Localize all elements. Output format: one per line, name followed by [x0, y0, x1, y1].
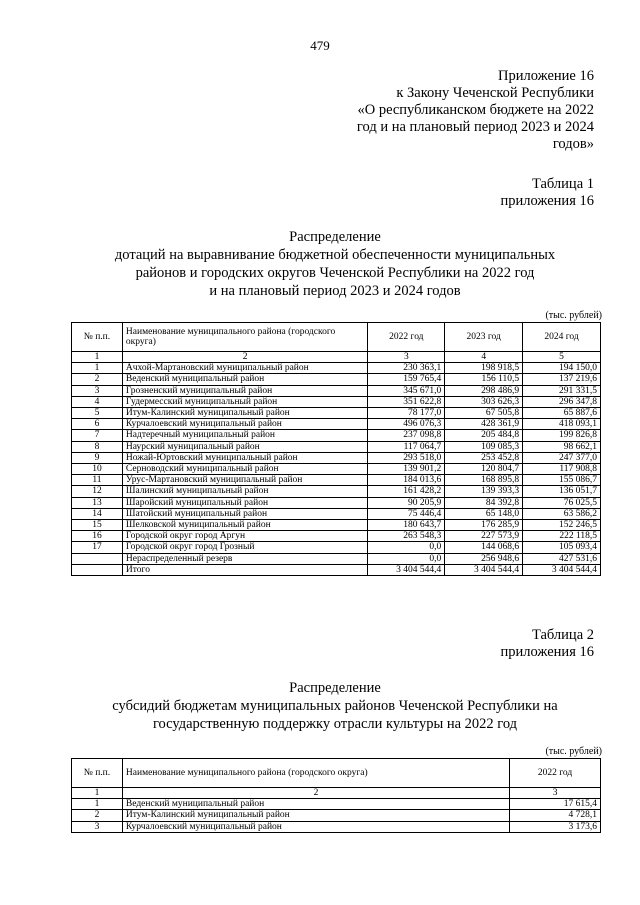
table2-title-line: субсидий бюджетам муниципальных районов Чеченской Республики на: [112, 698, 558, 714]
table-row: [72, 508, 601, 519]
municipality-name: Шелковской муниципальный район: [122, 520, 368, 531]
table-row: [72, 520, 601, 531]
municipality-name: Ачхой-Мартановский муниципальный район: [122, 363, 368, 374]
row-number: [72, 564, 123, 575]
value-2022: 351 622,8: [368, 396, 445, 407]
value-2022: 0,0: [368, 553, 445, 564]
row-number: 2: [72, 810, 123, 821]
municipality-name: Ножай-Юртовский муниципальный район: [122, 452, 368, 463]
value-2024: 105 093,4: [523, 542, 601, 553]
value-2022: 90 205,9: [368, 497, 445, 508]
page-number: 479: [310, 38, 330, 53]
row-number: 8: [72, 441, 123, 452]
value-2024: 427 531,6: [523, 553, 601, 564]
table-row: [72, 464, 601, 475]
municipality-name: Урус-Мартановский муниципальный район: [122, 475, 368, 486]
appendix-line: Приложение 16: [498, 68, 594, 84]
table-row: [72, 441, 601, 452]
value-2024: 76 025,5: [523, 497, 601, 508]
value-2024: 199 826,8: [523, 430, 601, 441]
value-2024: 291 331,5: [523, 385, 601, 396]
index-cell: 3: [510, 788, 601, 799]
value-2024: 296 347,8: [523, 396, 601, 407]
value-2024: 194 150,0: [523, 363, 601, 374]
row-number: 5: [72, 408, 123, 419]
index-cell: 4: [445, 352, 523, 363]
table2-ref-line: Таблица 2: [531, 627, 594, 643]
municipality-name: Шаройский муниципальный район: [122, 497, 368, 508]
row-number: 6: [72, 419, 123, 430]
table-row: [72, 564, 601, 575]
municipality-name: Итого: [122, 564, 368, 575]
value-2023: 253 452,8: [445, 452, 523, 463]
row-number: 11: [72, 475, 123, 486]
municipality-name: Городской округ город Аргун: [122, 531, 368, 542]
table-row: [72, 486, 601, 497]
table-row: [72, 821, 601, 832]
index-cell: 3: [368, 352, 445, 363]
header-2023: 2023 год: [445, 323, 523, 352]
row-number: 9: [72, 452, 123, 463]
value-2023: 205 484,8: [445, 430, 523, 441]
table-row: [72, 385, 601, 396]
value-2022: 4 728,1: [510, 810, 601, 821]
value-2022: 0,0: [368, 542, 445, 553]
municipality-name: Курчалоевский муниципальный район: [122, 419, 368, 430]
table1-header-row: [72, 323, 601, 352]
value-2024: 98 662,1: [523, 441, 601, 452]
row-number: 12: [72, 486, 123, 497]
value-2023: 168 895,8: [445, 475, 523, 486]
value-2022: 78 177,0: [368, 408, 445, 419]
appendix-line: годов»: [552, 136, 594, 152]
table-row: [72, 374, 601, 385]
table2-index-row: [72, 788, 601, 799]
municipality-name: Наурский муниципальный район: [122, 441, 368, 452]
index-cell: 2: [122, 352, 368, 363]
row-number: 13: [72, 497, 123, 508]
value-2023: 298 486,9: [445, 385, 523, 396]
appendix-line: к Закону Чеченской Республики: [396, 85, 594, 101]
row-number: 10: [72, 464, 123, 475]
table1-units: (тыс. рублей): [545, 310, 602, 321]
value-2023: 303 626,3: [445, 396, 523, 407]
table1-title: [70, 228, 600, 300]
municipality-name: Веденский муниципальный район: [122, 374, 368, 385]
value-2023: 176 285,9: [445, 520, 523, 531]
index-cell: 5: [523, 352, 601, 363]
municipality-name: Курчалоевский муниципальный район: [122, 821, 509, 832]
table1-reference: [501, 176, 594, 210]
value-2024: 155 086,7: [523, 475, 601, 486]
value-2022: 184 013,6: [368, 475, 445, 486]
table2-title: [70, 679, 600, 733]
value-2023: 256 948,6: [445, 553, 523, 564]
table1-title-line: Распределение: [289, 229, 381, 245]
table-row: [72, 452, 601, 463]
value-2022: 159 765,4: [368, 374, 445, 385]
value-2022: 117 064,7: [368, 441, 445, 452]
value-2023: 144 068,6: [445, 542, 523, 553]
value-2023: 227 573,9: [445, 531, 523, 542]
row-number: 1: [72, 363, 123, 374]
value-2024: 152 246,5: [523, 520, 601, 531]
value-2022: 161 428,2: [368, 486, 445, 497]
appendix-line: год и на плановый период 2023 и 2024: [356, 119, 594, 135]
value-2022: 345 671,0: [368, 385, 445, 396]
table-row: [72, 396, 601, 407]
row-number: 3: [72, 821, 123, 832]
value-2024: 137 219,6: [523, 374, 601, 385]
header-num: № п.п.: [72, 759, 123, 788]
header-2022: 2022 год: [510, 759, 601, 788]
value-2024: 418 093,1: [523, 419, 601, 430]
value-2023: 139 393,3: [445, 486, 523, 497]
row-number: 16: [72, 531, 123, 542]
value-2022: 3 404 544,4: [368, 564, 445, 575]
appendix-header: [357, 68, 594, 153]
appendix-line: «О республиканском бюджете на 2022: [357, 102, 594, 118]
index-cell: 2: [122, 788, 509, 799]
municipality-name: Грозненский муниципальный район: [122, 385, 368, 396]
value-2023: 84 392,8: [445, 497, 523, 508]
municipality-name: Итум-Калинский муниципальный район: [122, 810, 509, 821]
table2-reference: [501, 627, 594, 661]
table1-index-row: [72, 352, 601, 363]
table2-header-row: [72, 759, 601, 788]
value-2023: 67 505,8: [445, 408, 523, 419]
header-num: № п.п.: [72, 323, 123, 352]
value-2022: 3 173,6: [510, 821, 601, 832]
table-row: [72, 430, 601, 441]
table1-title-line: районов и городских округов Чеченской Республики на 2022 год: [135, 265, 535, 281]
value-2022: 293 518,0: [368, 452, 445, 463]
value-2022: 230 363,1: [368, 363, 445, 374]
row-number: 2: [72, 374, 123, 385]
value-2024: 63 586,2: [523, 508, 601, 519]
row-number: 15: [72, 520, 123, 531]
table2-subsidies: [71, 758, 601, 833]
table-row: [72, 475, 601, 486]
value-2024: 117 908,8: [523, 464, 601, 475]
value-2022: 17 615,4: [510, 799, 601, 810]
table-row: [72, 531, 601, 542]
table1-ref-line: приложения 16: [500, 193, 594, 209]
table-row: [72, 363, 601, 374]
table1-title-line: и на плановый период 2023 и 2024 годов: [209, 283, 461, 299]
table-row: [72, 408, 601, 419]
table1-title-line: дотаций на выравнивание бюджетной обеспеченности муниципальных: [114, 247, 556, 263]
value-2022: 75 446,4: [368, 508, 445, 519]
table1-dotations: [71, 322, 601, 576]
table2-title-line: Распределение: [289, 680, 381, 696]
table2-title-line: государственную поддержку отрасли культуры на 2022 год: [152, 716, 518, 732]
header-2022: 2022 год: [368, 323, 445, 352]
table1-ref-line: Таблица 1: [531, 176, 594, 192]
municipality-name: Нераспределенный резерв: [122, 553, 368, 564]
value-2024: 65 887,6: [523, 408, 601, 419]
value-2023: 65 148,0: [445, 508, 523, 519]
table-row: [72, 419, 601, 430]
value-2023: 428 361,9: [445, 419, 523, 430]
value-2023: 156 110,5: [445, 374, 523, 385]
municipality-name: Веденский муниципальный район: [122, 799, 509, 810]
table2-units: (тыс. рублей): [545, 746, 602, 757]
table-row: [72, 542, 601, 553]
header-name: Наименование муниципального района (городского округа): [122, 323, 368, 352]
value-2023: 120 804,7: [445, 464, 523, 475]
header-name: Наименование муниципального района (городского округа): [122, 759, 509, 788]
table-row: [72, 497, 601, 508]
value-2024: 3 404 544,4: [523, 564, 601, 575]
value-2023: 198 918,5: [445, 363, 523, 374]
row-number: 7: [72, 430, 123, 441]
table-row: [72, 553, 601, 564]
value-2023: 3 404 544,4: [445, 564, 523, 575]
municipality-name: Итум-Калинский муниципальный район: [122, 408, 368, 419]
table-row: [72, 799, 601, 810]
row-number: 14: [72, 508, 123, 519]
row-number: [72, 553, 123, 564]
index-cell: 1: [72, 352, 123, 363]
index-cell: 1: [72, 788, 123, 799]
municipality-name: Надтеречный муниципальный район: [122, 430, 368, 441]
header-2024: 2024 год: [523, 323, 601, 352]
value-2024: 136 051,7: [523, 486, 601, 497]
municipality-name: Шалинский муниципальный район: [122, 486, 368, 497]
table2-ref-line: приложения 16: [500, 644, 594, 660]
value-2022: 237 098,8: [368, 430, 445, 441]
row-number: 3: [72, 385, 123, 396]
value-2022: 496 076,3: [368, 419, 445, 430]
row-number: 4: [72, 396, 123, 407]
value-2022: 263 548,3: [368, 531, 445, 542]
municipality-name: Городской округ город Грозный: [122, 542, 368, 553]
municipality-name: Шатойский муниципальный район: [122, 508, 368, 519]
row-number: 17: [72, 542, 123, 553]
value-2022: 180 643,7: [368, 520, 445, 531]
value-2022: 139 901,2: [368, 464, 445, 475]
table-row: [72, 810, 601, 821]
municipality-name: Серноводский муниципальный район: [122, 464, 368, 475]
row-number: 1: [72, 799, 123, 810]
value-2024: 222 118,5: [523, 531, 601, 542]
value-2024: 247 377,0: [523, 452, 601, 463]
municipality-name: Гудермесский муниципальный район: [122, 396, 368, 407]
value-2023: 109 085,3: [445, 441, 523, 452]
